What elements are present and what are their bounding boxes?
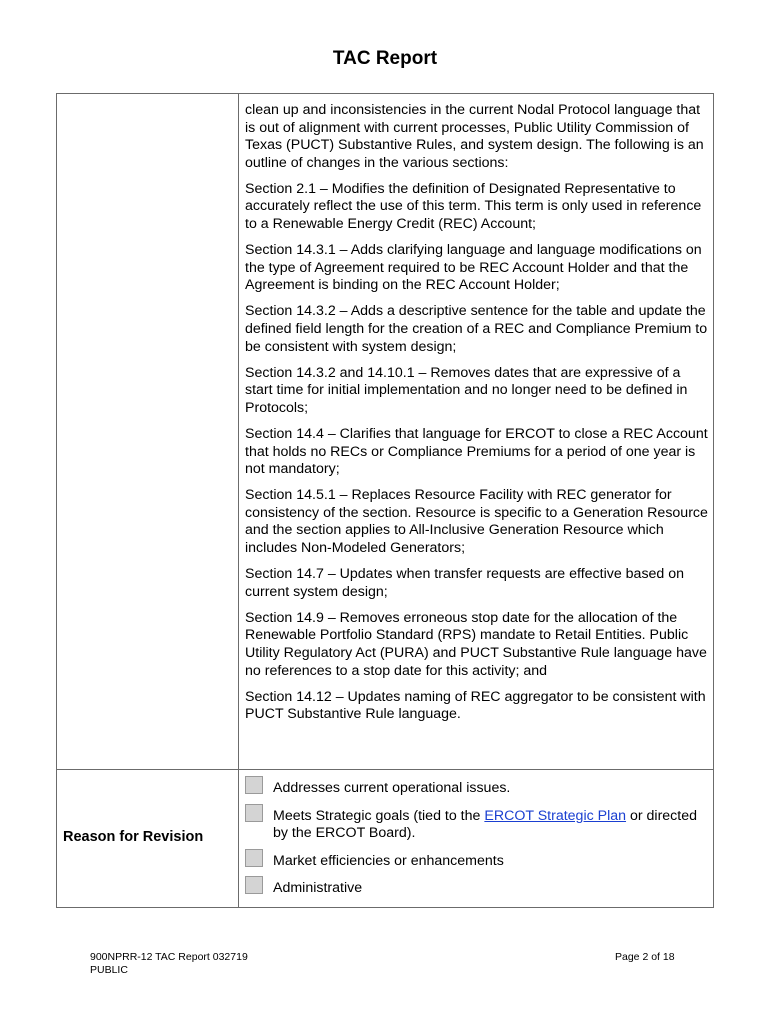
description-paragraph: Section 14.9 – Removes erroneous stop date for the allocation of the Renewable Portfolio Standard (RPS) mandate to Retail Entities. Public Utility Regulatory Act (PURA) and PUCT Substantive Rule language have no references to a stop date for this activity; and <box>245 609 707 679</box>
checkbox[interactable] <box>245 804 263 822</box>
description-paragraph: Section 14.3.1 – Adds clarifying language and language modifications on the type of Agreement required to be REC Account Holder and that the Agreement is binding on the REC Account Holder; <box>245 242 702 294</box>
reason-option-strategic <box>245 808 708 843</box>
option-label-suffix: or directed by the ERCOT Board). <box>273 807 698 842</box>
reason-options <box>245 780 708 908</box>
description-row <box>57 94 713 770</box>
checkbox[interactable] <box>245 876 263 894</box>
page-title: TAC Report <box>332 48 438 69</box>
reason-row <box>57 769 713 907</box>
reason-option-administrative <box>245 880 708 898</box>
description-paragraph: Section 14.4 – Clarifies that language for ERCOT to close a REC Account that holds no RECs or Compliance Premiums for a period of one year is not mandatory; <box>245 426 708 478</box>
report-table <box>56 93 714 908</box>
footer-page-number: Page 2 of 18 <box>615 951 675 963</box>
option-label: Addresses current operational issues. <box>273 780 511 796</box>
checkbox[interactable] <box>245 849 263 867</box>
ercot-strategic-plan-link[interactable]: ERCOT Strategic Plan <box>484 807 627 824</box>
description-paragraph: Section 14.3.2 – Adds a descriptive sentence for the table and update the defined field length for the creation of a REC and Compliance Premium to be consistent with system design; <box>245 303 708 355</box>
description-paragraph: Section 14.3.2 and 14.10.1 – Removes dates that are expressive of a start time for initial implementation and no longer need to be defined in Protocols; <box>245 364 688 416</box>
footer-classification: PUBLIC <box>90 964 128 976</box>
description-paragraph: Section 14.5.1 – Replaces Resource Facility with REC generator for consistency of the section. Resource is specific to a Generation Resource and the section applies to All-Inclusive Generation Resource which includes Non-Modeled Generators; <box>245 487 708 557</box>
description-cell <box>245 102 708 732</box>
footer-left <box>90 951 248 977</box>
footer-doc-id: 900NPRR-12 TAC Report 032719 <box>90 951 248 963</box>
reason-option-market <box>245 853 708 871</box>
option-label-prefix: Meets Strategic goals (tied to the <box>273 807 485 824</box>
reason-option-operational <box>245 780 708 798</box>
description-paragraph: clean up and inconsistencies in the current Nodal Protocol language that is out of alignment with current processes, Public Utility Commission of Texas (PUCT) Substantive Rules, and system design. The following is an outline of changes in the various sections: <box>245 102 704 171</box>
checkbox[interactable] <box>245 776 263 794</box>
description-paragraph: Section 14.12 – Updates naming of REC aggregator to be consistent with PUCT Substantive Rule language. <box>245 688 706 723</box>
reason-label: Reason for Revision <box>63 829 204 845</box>
option-label: Administrative <box>273 880 363 897</box>
description-paragraph: Section 2.1 – Modifies the definition of Designated Representative to accurately reflect the use of this term. This term is only used in reference to a Renewable Energy Credit (REC) Account; <box>245 180 702 233</box>
option-label: Market efficiencies or enhancements <box>273 852 504 869</box>
description-paragraph: Section 14.7 – Updates when transfer requests are effective based on current system design; <box>245 566 685 600</box>
